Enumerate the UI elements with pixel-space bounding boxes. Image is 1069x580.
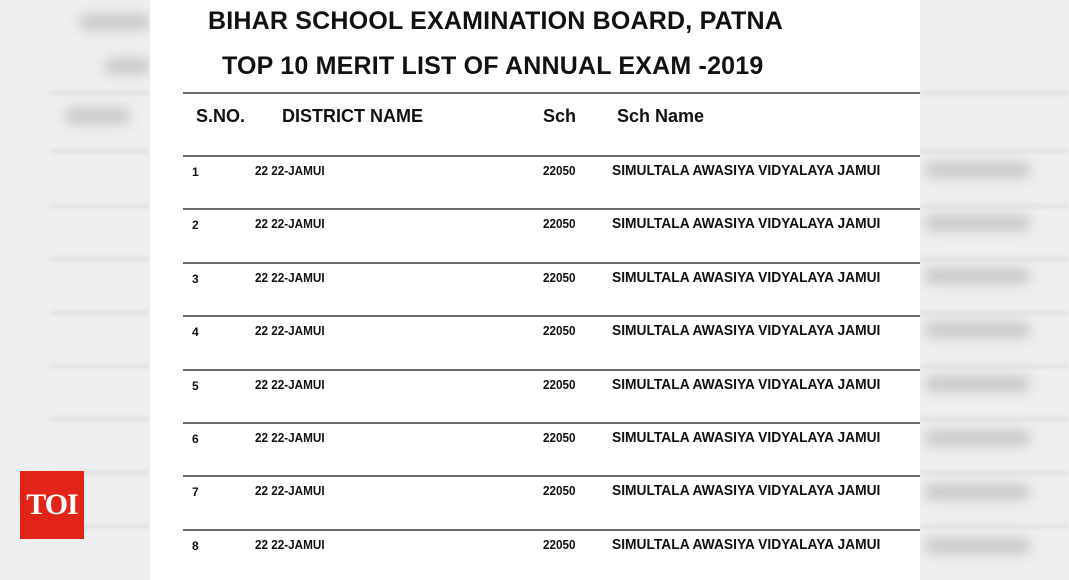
cell-sno: 3 bbox=[192, 272, 199, 286]
cell-sch-name: SIMULTALA AWASIYA VIDYALAYA JAMUI bbox=[612, 162, 881, 179]
blurred-text bbox=[105, 58, 150, 74]
blurred-text bbox=[925, 484, 1030, 500]
cell-sno: 8 bbox=[192, 539, 199, 553]
table-top-rule bbox=[183, 92, 920, 94]
blurred-rule bbox=[920, 258, 1069, 260]
table-row bbox=[150, 371, 920, 424]
cell-sch-name: SIMULTALA AWASIYA VIDYALAYA JAMUI bbox=[612, 269, 881, 286]
blurred-rule bbox=[50, 418, 150, 420]
blurred-text bbox=[925, 268, 1030, 284]
blurred-text bbox=[925, 538, 1030, 554]
table-row bbox=[150, 531, 920, 580]
column-header-sno: S.NO. bbox=[196, 106, 246, 126]
cell-sch: 22050 bbox=[543, 216, 576, 231]
cell-sno: 2 bbox=[192, 218, 199, 232]
cell-sch-name: SIMULTALA AWASIYA VIDYALAYA JAMUI bbox=[612, 429, 881, 446]
blurred-text bbox=[925, 322, 1030, 338]
cell-sno: 4 bbox=[192, 325, 199, 339]
blurred-rule bbox=[920, 92, 1069, 94]
cell-sno: 7 bbox=[192, 485, 199, 499]
table-row bbox=[150, 210, 920, 263]
cell-sch: 22050 bbox=[543, 377, 576, 392]
cell-district: 22 22-JAMUI bbox=[255, 163, 325, 178]
blurred-rule bbox=[920, 472, 1069, 474]
cell-sch: 22050 bbox=[543, 323, 576, 338]
cell-sno: 1 bbox=[192, 165, 199, 179]
cell-sch-name: SIMULTALA AWASIYA VIDYALAYA JAMUI bbox=[612, 376, 881, 393]
cell-sch: 22050 bbox=[543, 430, 576, 445]
cell-district: 22 22-JAMUI bbox=[255, 537, 325, 552]
cell-district: 22 22-JAMUI bbox=[255, 323, 325, 338]
column-header-district: DISTRICT NAME bbox=[282, 106, 423, 126]
cell-district: 22 22-JAMUI bbox=[255, 216, 325, 231]
cell-district: 22 22-JAMUI bbox=[255, 270, 325, 285]
blurred-rule bbox=[50, 365, 150, 367]
cell-sch-name: SIMULTALA AWASIYA VIDYALAYA JAMUI bbox=[612, 536, 881, 553]
document-title: BIHAR SCHOOL EXAMINATION BOARD, PATNA bbox=[208, 7, 783, 35]
blurred-rule bbox=[50, 92, 150, 94]
cell-district: 22 22-JAMUI bbox=[255, 377, 325, 392]
document-subtitle: TOP 10 MERIT LIST OF ANNUAL EXAM -2019 bbox=[222, 52, 764, 80]
blurred-rule bbox=[920, 312, 1069, 314]
blurred-rule bbox=[920, 418, 1069, 420]
cell-sch-name: SIMULTALA AWASIYA VIDYALAYA JAMUI bbox=[612, 215, 881, 232]
cell-sno: 5 bbox=[192, 379, 199, 393]
blurred-rule bbox=[920, 205, 1069, 207]
table-row bbox=[150, 157, 920, 210]
column-header-sch-name: Sch Name bbox=[617, 106, 705, 126]
cell-sch: 22050 bbox=[543, 483, 576, 498]
column-header-sch: Sch bbox=[543, 106, 577, 126]
blurred-rule bbox=[50, 258, 150, 260]
blurred-rule bbox=[920, 365, 1069, 367]
table-row bbox=[150, 477, 920, 530]
cell-sch-name: SIMULTALA AWASIYA VIDYALAYA JAMUI bbox=[612, 482, 881, 499]
cell-district: 22 22-JAMUI bbox=[255, 483, 325, 498]
blurred-rule bbox=[50, 205, 150, 207]
blurred-text bbox=[925, 376, 1030, 392]
blurred-text bbox=[925, 215, 1030, 231]
blurred-rule bbox=[920, 150, 1069, 152]
cell-sch-name: SIMULTALA AWASIYA VIDYALAYA JAMUI bbox=[612, 322, 881, 339]
blurred-rule bbox=[50, 150, 150, 152]
blurred-text bbox=[925, 162, 1030, 178]
blurred-text bbox=[65, 108, 130, 124]
toi-logo: TOI bbox=[20, 471, 84, 539]
blurred-rule bbox=[920, 525, 1069, 527]
table-row bbox=[150, 264, 920, 317]
table-row bbox=[150, 317, 920, 370]
cell-sch: 22050 bbox=[543, 537, 576, 552]
cell-district: 22 22-JAMUI bbox=[255, 430, 325, 445]
merit-list-document bbox=[150, 0, 920, 580]
cell-sch: 22050 bbox=[543, 270, 576, 285]
cell-sch: 22050 bbox=[543, 163, 576, 178]
cell-sno: 6 bbox=[192, 432, 199, 446]
blurred-text bbox=[925, 430, 1030, 446]
table-row bbox=[150, 424, 920, 477]
blurred-background-right bbox=[920, 0, 1069, 580]
blurred-rule bbox=[50, 312, 150, 314]
blurred-text bbox=[80, 14, 150, 30]
